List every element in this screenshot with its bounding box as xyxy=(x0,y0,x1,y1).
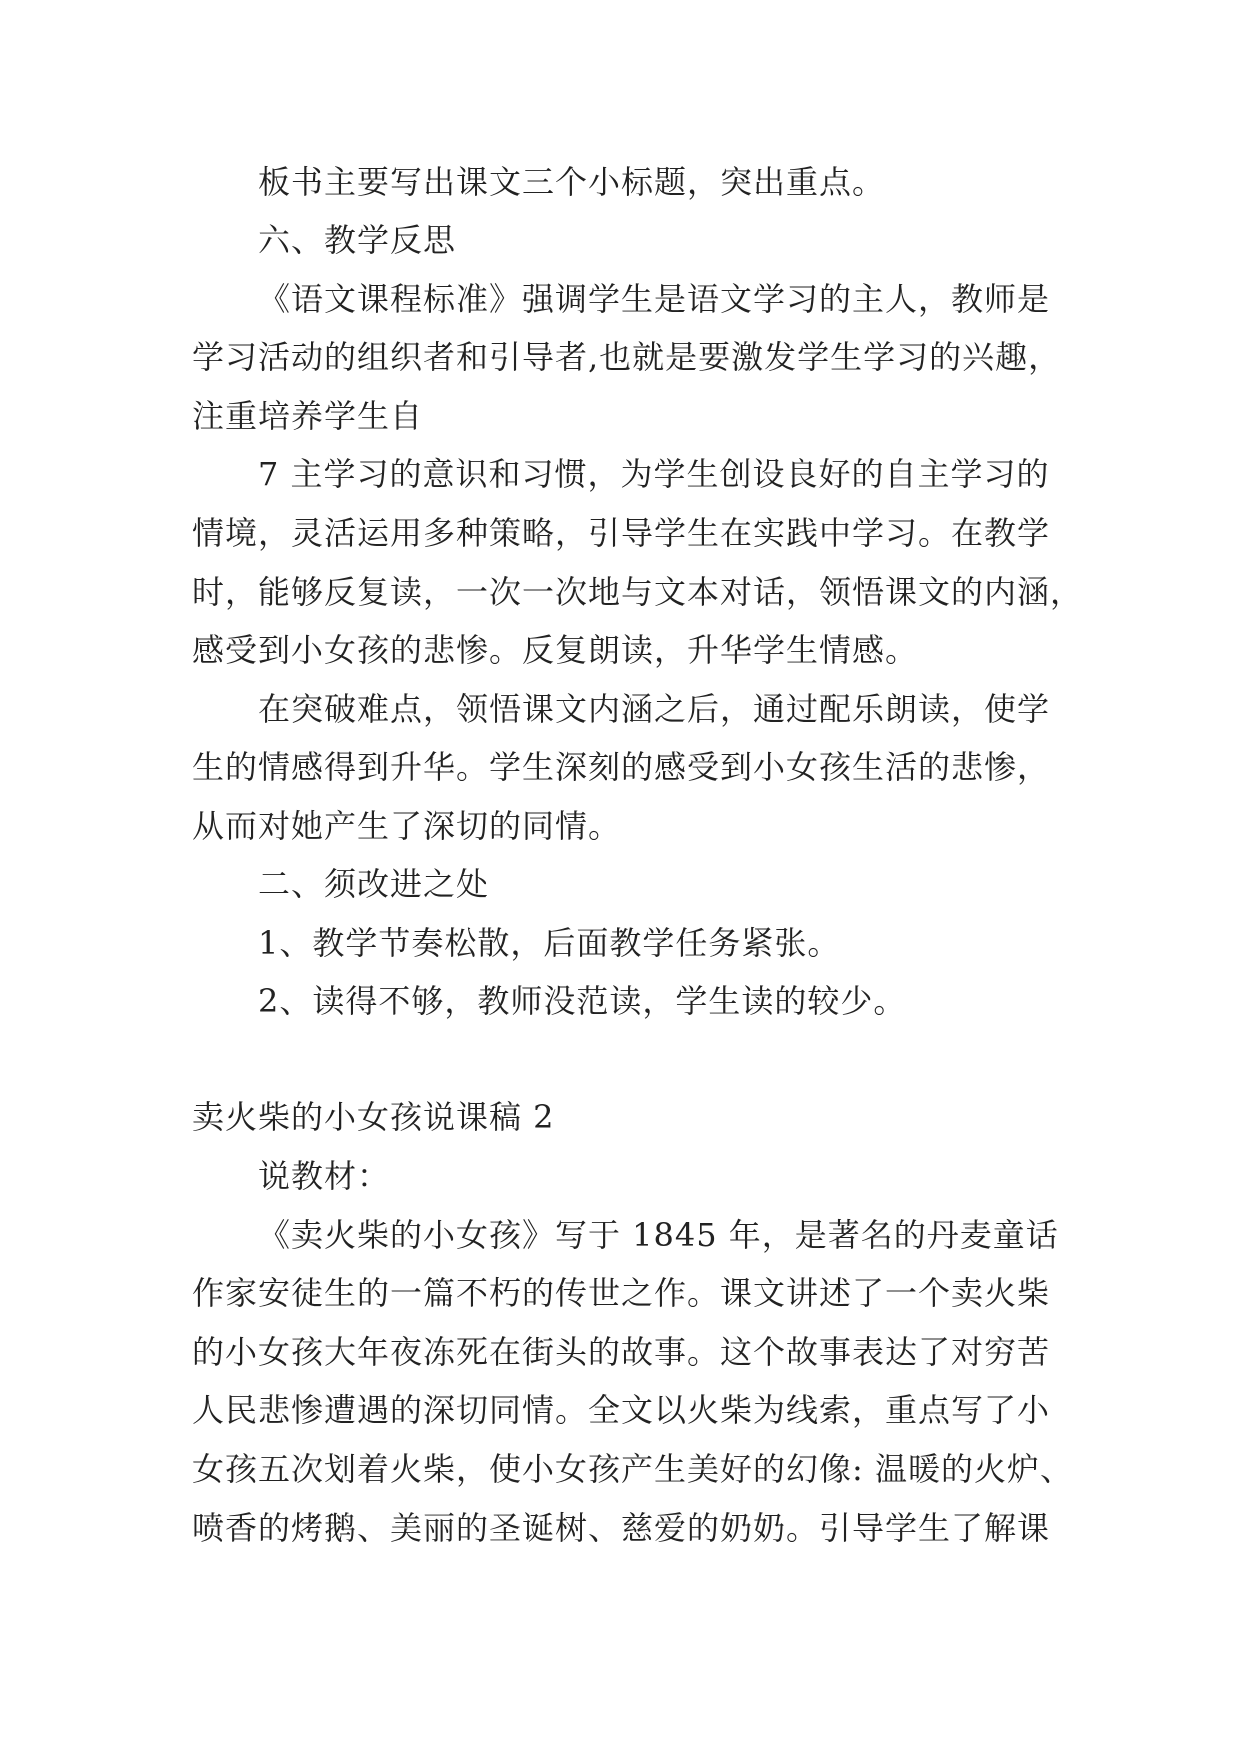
text-line: 注重培养学生自 xyxy=(192,397,424,435)
section-heading: 二、须改进之处 xyxy=(258,865,490,903)
text-line: 女孩五次划着火柴，使小女孩产生美好的幻像: 温暖的火炉、 xyxy=(192,1450,1073,1488)
text-line: 《语文课程标准》强调学生是语文学习的主人，教师是 xyxy=(258,280,1051,318)
section-heading: 说教材： xyxy=(258,1157,391,1195)
text-line: 情境，灵活运用多种策略，引导学生在实践中学习。在教学 xyxy=(192,514,1051,552)
text-line: 作家安徒生的一篇不朽的传世之作。课文讲述了一个卖火柴 xyxy=(192,1274,1051,1312)
text-line: 感受到小女孩的悲惨。反复朗读，升华学生情感。 xyxy=(192,631,919,669)
list-item: 2、读得不够，教师没范读，学生读的较少。 xyxy=(258,982,907,1020)
text-line: 人民悲惨遭遇的深切同情。全文以火柴为线索，重点写了小 xyxy=(192,1391,1051,1429)
text-line: 喷香的烤鹅、美丽的圣诞树、慈爱的奶奶。引导学生了解课 xyxy=(192,1509,1051,1547)
section-heading: 六、教学反思 xyxy=(258,221,457,259)
text-line: 7 主学习的意识和习惯，为学生创设良好的自主学习的 xyxy=(258,455,1050,493)
document-title: 卖火柴的小女孩说课稿 2 xyxy=(192,1098,555,1136)
list-item: 1、教学节奏松散，后面教学任务紧张。 xyxy=(258,924,841,962)
text-line: 学习活动的组织者和引导者,也就是要激发学生学习的兴趣， xyxy=(192,338,1062,376)
text-line: 从而对她产生了深切的同情。 xyxy=(192,807,622,845)
text-line: 的小女孩大年夜冻死在街头的故事。这个故事表达了对穷苦 xyxy=(192,1333,1051,1371)
text-line: 板书主要写出课文三个小标题，突出重点。 xyxy=(258,163,886,201)
text-line: 时，能够反复读，一次一次地与文本对话，领悟课文的内涵， xyxy=(192,573,1084,611)
text-line: 在突破难点，领悟课文内涵之后，通过配乐朗读，使学 xyxy=(258,690,1051,728)
text-line: 《卖火柴的小女孩》写于 1845 年，是著名的丹麦童话 xyxy=(258,1216,1059,1254)
text-line: 生的情感得到升华。学生深刻的感受到小女孩生活的悲惨， xyxy=(192,748,1051,786)
